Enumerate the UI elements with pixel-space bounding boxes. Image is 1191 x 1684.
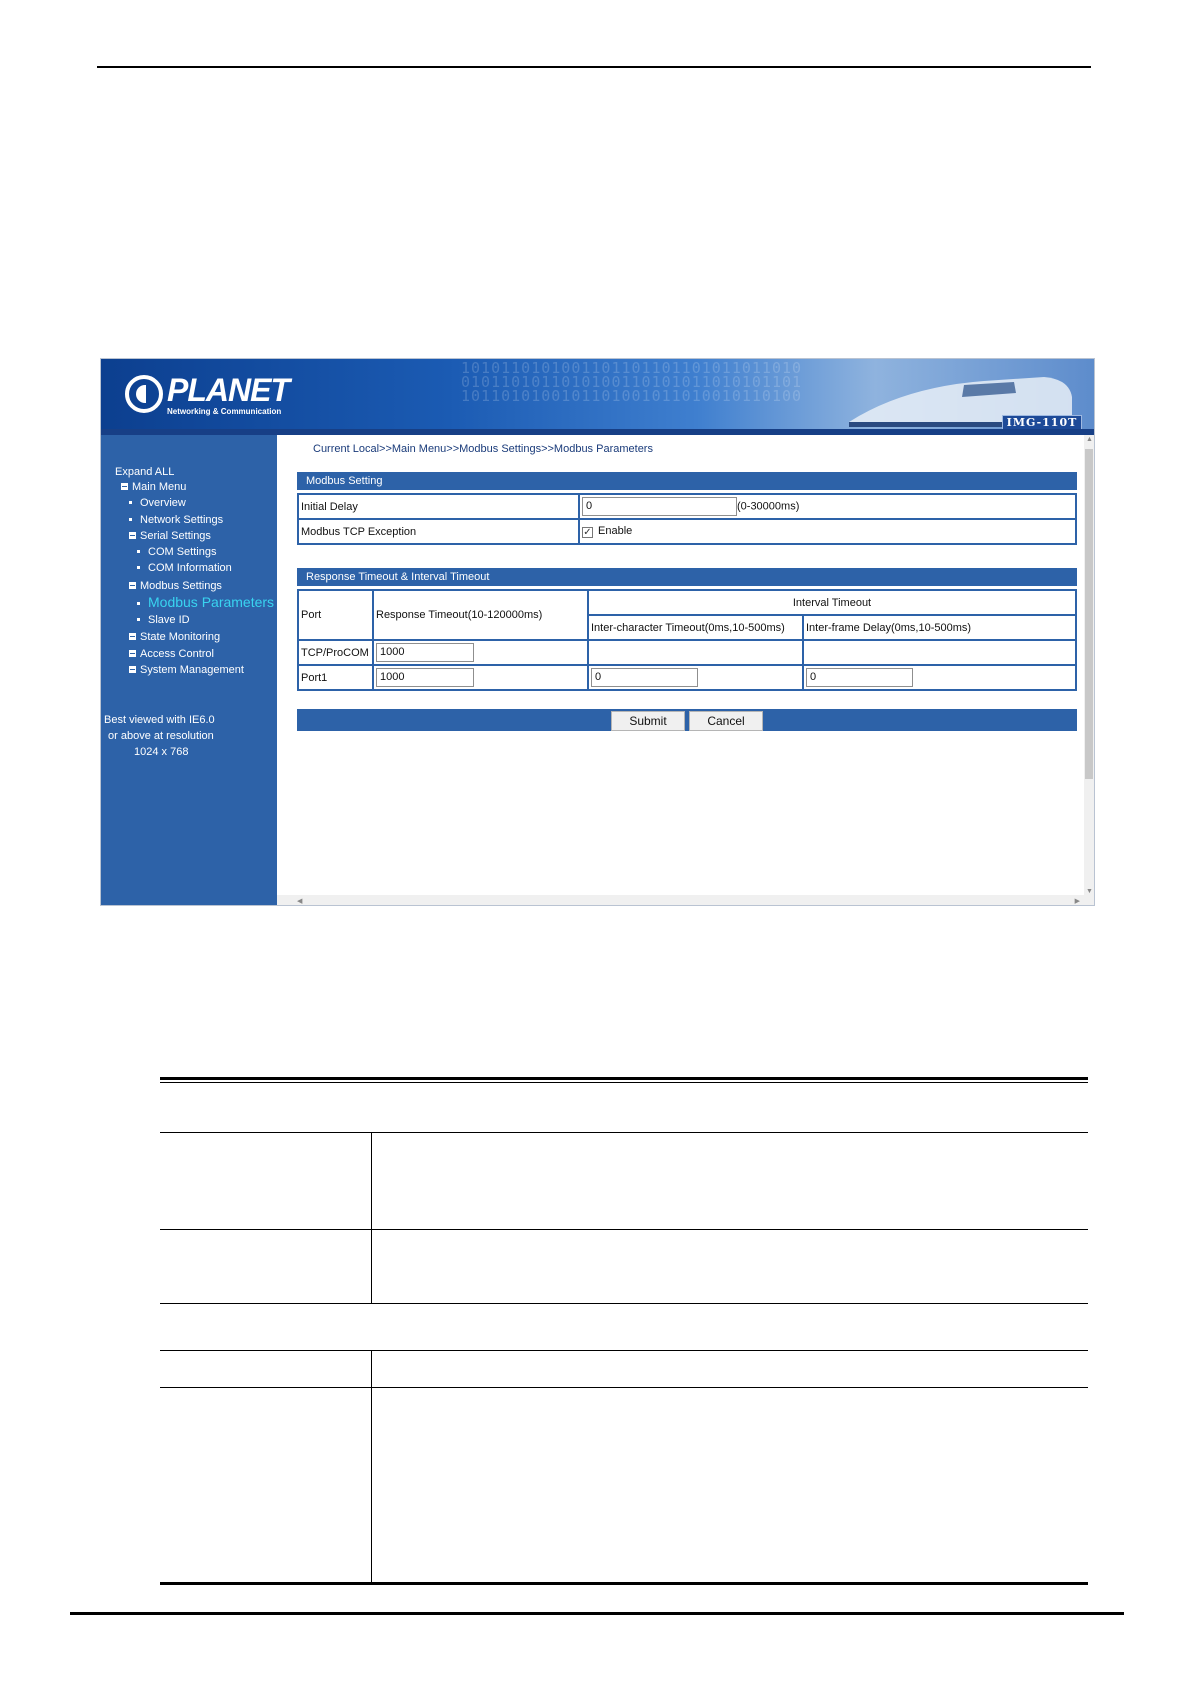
enable-checkbox-label: Enable	[598, 525, 633, 537]
sidebar-item-label: COM Information	[148, 562, 232, 574]
submit-button[interactable]: Submit	[611, 711, 685, 731]
initial-delay-label: Initial Delay	[298, 494, 579, 519]
page-header-rule	[97, 66, 1091, 68]
scroll-thumb[interactable]	[1085, 449, 1093, 779]
sidebar-item-label: Network Settings	[140, 514, 224, 526]
inter-frame-delay-input[interactable]: 0	[806, 668, 913, 687]
scroll-right-icon[interactable]: ▶	[1074, 898, 1080, 905]
doc-table-rule	[160, 1303, 1088, 1304]
port-cell: TCP/ProCOM	[298, 640, 373, 665]
inter-char-timeout-input[interactable]: 0	[591, 668, 698, 687]
doc-table-rule	[160, 1229, 1088, 1230]
table-row	[298, 494, 1076, 519]
sidebar-item-label: System Management	[140, 664, 244, 676]
browser-note-line1: Best viewed with IE6.0	[104, 714, 215, 726]
doc-table-rule	[160, 1387, 1088, 1388]
initial-delay-range: (0-30000ms)	[737, 500, 800, 513]
initial-delay-input[interactable]: 0	[582, 497, 737, 516]
response-cell	[373, 665, 588, 690]
sidebar-item-modbus-settings[interactable]	[129, 579, 222, 593]
sidebar-item-system-management[interactable]	[129, 663, 244, 677]
model-badge: IMG-110T	[1002, 415, 1082, 431]
collapse-icon	[129, 582, 136, 589]
tcp-exception-cell	[579, 519, 1076, 544]
sidebar-item-state-monitoring[interactable]	[129, 630, 220, 644]
initial-delay-cell	[579, 494, 1076, 519]
sidebar-item-slave-id[interactable]	[137, 613, 190, 627]
collapse-icon	[129, 532, 136, 539]
table-row	[298, 665, 1076, 690]
sidebar-item-main-menu[interactable]	[121, 480, 186, 494]
bullet-icon	[129, 518, 132, 521]
inter-frame-cell	[803, 665, 1076, 690]
planet-logo	[125, 372, 289, 425]
bullet-icon	[137, 602, 140, 605]
response-cell	[373, 640, 588, 665]
bullet-icon	[129, 501, 132, 504]
expand-icon	[129, 633, 136, 640]
sidebar-item-label: COM Settings	[148, 546, 217, 558]
inter-char-cell	[588, 640, 803, 665]
sidebar-item-label: Modbus Settings	[140, 580, 222, 592]
response-timeout-input[interactable]: 1000	[376, 643, 474, 662]
doc-table-rule	[160, 1350, 1088, 1351]
col-inter-char-header: Inter-character Timeout(0ms,10-500ms)	[588, 615, 803, 640]
scroll-left-icon[interactable]: ◀	[297, 898, 303, 905]
header-banner	[101, 359, 1094, 435]
breadcrumb: Current Local>>Main Menu>>Modbus Settings>>Modbus Parameters	[313, 443, 653, 455]
browser-note-line3: 1024 x 768	[134, 746, 189, 758]
horizontal-scrollbar[interactable]	[277, 895, 1094, 906]
sidebar-item-label: Modbus Parameters	[148, 594, 275, 610]
sidebar-item-com-settings[interactable]	[137, 545, 216, 559]
sidebar-item-label: Overview	[140, 497, 186, 509]
page-footer-rule	[70, 1612, 1124, 1615]
table-header-row	[298, 590, 1076, 615]
sidebar-item-network-settings[interactable]	[129, 513, 223, 527]
doc-table-column-divider	[371, 1132, 372, 1303]
sidebar-menu	[101, 435, 277, 906]
binary-pattern: 1010110101001101101101101011011010 0101101011010100110101011010101101 1011010100101101001011010010110100	[461, 361, 803, 405]
doc-table-column-divider	[371, 1350, 372, 1582]
sidebar-item-label: Serial Settings	[140, 530, 211, 542]
table-row	[298, 640, 1076, 665]
expand-icon	[129, 666, 136, 673]
main-content	[277, 435, 1094, 906]
sidebar-item-overview[interactable]	[129, 496, 186, 510]
inter-frame-cell	[803, 640, 1076, 665]
logo-mark-icon	[125, 375, 163, 413]
enable-checkbox[interactable]: ✓	[583, 527, 592, 538]
col-response-header: Response Timeout(10-120000ms)	[373, 590, 588, 640]
port-cell: Port1	[298, 665, 373, 690]
bullet-icon	[137, 566, 140, 569]
bullet-icon	[137, 618, 140, 621]
sidebar-item-label: Access Control	[140, 648, 214, 660]
expand-icon	[129, 650, 136, 657]
bullet-icon	[137, 550, 140, 553]
sidebar-item-label: State Monitoring	[140, 631, 221, 643]
modbus-setting-header: Modbus Setting	[297, 472, 1077, 490]
table-row	[298, 519, 1076, 544]
col-inter-frame-header: Inter-frame Delay(0ms,10-500ms)	[803, 615, 1076, 640]
browser-note-line2: or above at resolution	[108, 730, 214, 742]
doc-table-rule	[160, 1132, 1088, 1133]
col-port-header: Port	[298, 590, 373, 640]
button-bar	[297, 709, 1077, 731]
sidebar-item-com-information[interactable]	[137, 561, 232, 575]
sidebar-item-label: Slave ID	[148, 614, 190, 626]
vertical-scrollbar[interactable]	[1084, 435, 1094, 906]
timeout-table	[297, 589, 1077, 691]
doc-table-top-rule	[160, 1077, 1088, 1080]
modbus-setting-table	[297, 493, 1077, 545]
sidebar-item-modbus-parameters[interactable]	[137, 595, 274, 611]
tcp-exception-label: Modbus TCP Exception	[298, 519, 579, 544]
scroll-up-icon[interactable]: ▲	[1086, 436, 1093, 443]
timeout-section-header: Response Timeout & Interval Timeout	[297, 568, 1077, 586]
inter-char-cell	[588, 665, 803, 690]
expand-all-link[interactable]: Expand ALL	[115, 466, 175, 478]
web-ui-screenshot	[100, 358, 1095, 906]
collapse-icon	[121, 483, 128, 490]
scroll-down-icon[interactable]: ▼	[1086, 888, 1093, 895]
doc-table-rule	[160, 1082, 1088, 1083]
logo-tagline: Networking & Communication	[167, 407, 282, 416]
sidebar-item-serial-settings[interactable]	[129, 529, 211, 543]
logo-wordmark: PLANET	[167, 372, 289, 408]
sidebar-item-access-control[interactable]	[129, 647, 214, 661]
col-interval-header: Interval Timeout	[588, 590, 1076, 615]
response-timeout-input[interactable]: 1000	[376, 668, 474, 687]
sidebar-item-label: Main Menu	[132, 481, 187, 493]
cancel-button[interactable]: Cancel	[689, 711, 763, 731]
doc-table-bottom-rule	[160, 1582, 1088, 1585]
